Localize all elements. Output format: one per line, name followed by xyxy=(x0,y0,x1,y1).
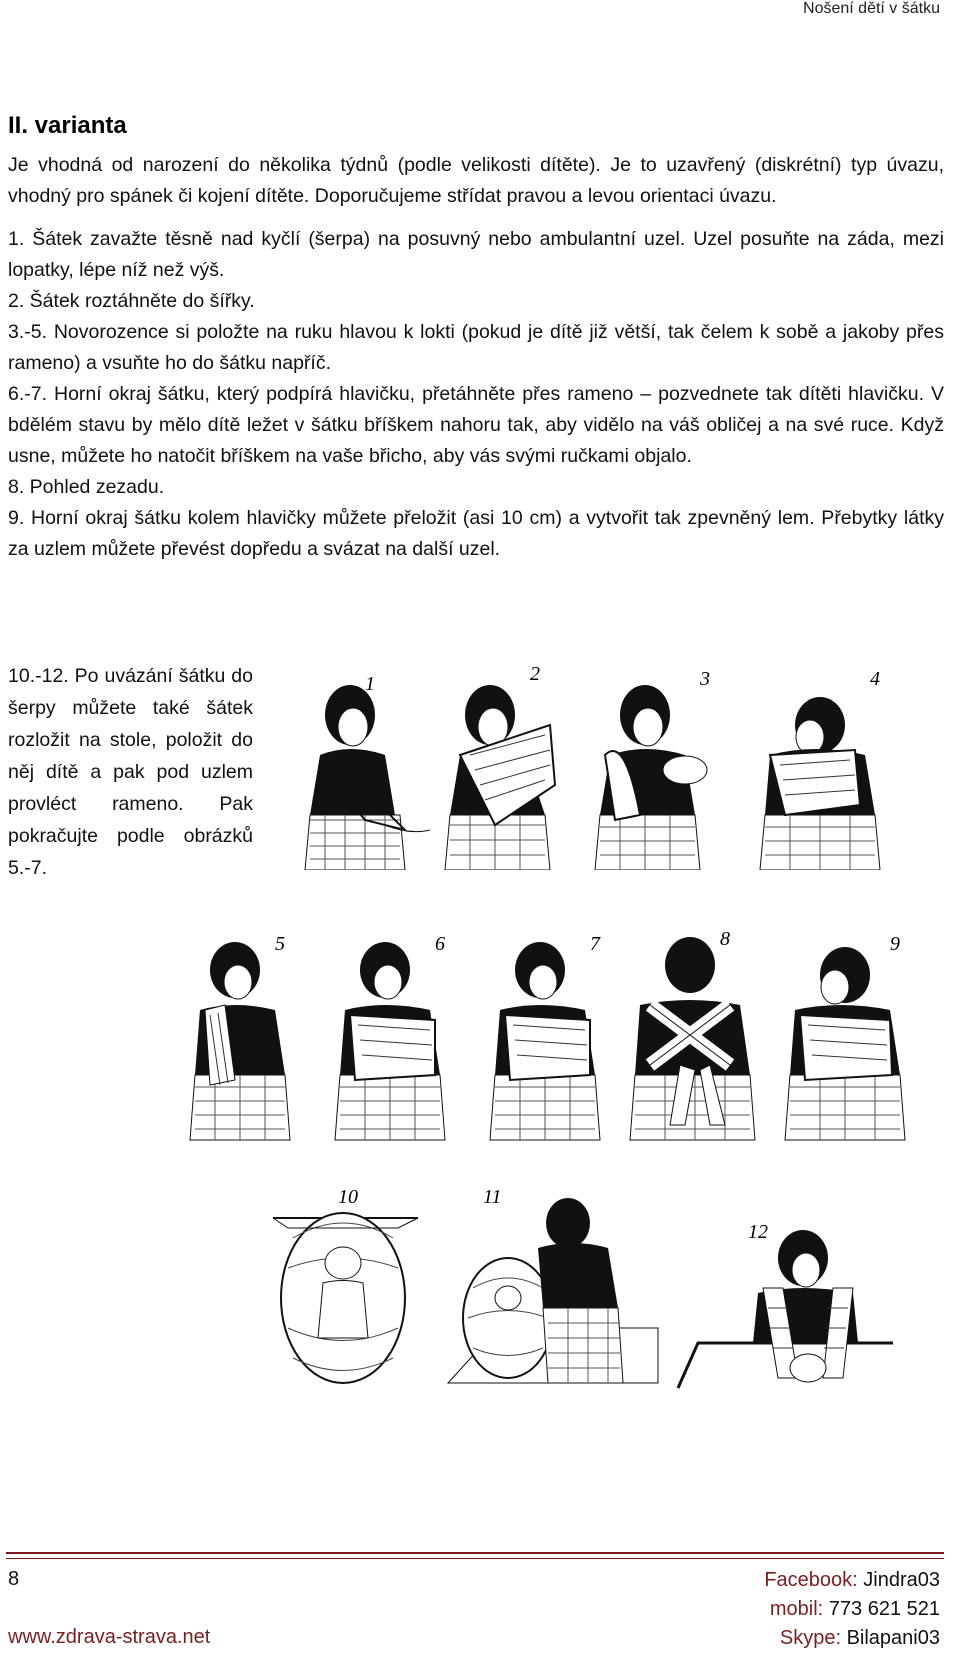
website-link[interactable]: www.zdrava-strava.net xyxy=(8,1626,211,1648)
page-number: 8 xyxy=(8,1568,20,1590)
figure-4 xyxy=(760,697,880,870)
mobil-label: mobil: xyxy=(769,1598,824,1620)
figure-10-number: 10 xyxy=(338,1186,358,1208)
figure-6 xyxy=(335,942,445,1140)
figure-5 xyxy=(190,942,290,1140)
figure-10 xyxy=(273,1213,418,1383)
skype-value: Bilapani03 xyxy=(846,1627,940,1649)
figure-11-number: 11 xyxy=(483,1186,502,1208)
facebook-label: Facebook: xyxy=(764,1569,858,1591)
step-9: 9. Horní okraj šátku kolem hlavičky můžete přeložit (asi 10 cm) a vytvořit tak zpevněný lem. Přebytky látky za uzlem můžete převést dopředu a svázat na další uzel. xyxy=(8,507,944,560)
skype-line xyxy=(764,1624,940,1653)
figure-1-number: 1 xyxy=(365,673,375,695)
figure-1 xyxy=(305,685,430,870)
figure-6-number: 6 xyxy=(435,933,445,955)
figure-11 xyxy=(448,1198,658,1383)
intro-paragraph: Je vhodná od narození do několika týdnů (podle velikosti dítěte). Je to uzavřený (diskrétní) typ úvazu, vhodný pro spánek či kojení dítěte. Doporučujeme střídat pravou a levou orientaci úvazu. xyxy=(8,154,944,207)
illustration-row-1 xyxy=(295,655,895,870)
illustration-row-3 xyxy=(268,1178,908,1393)
footer-divider xyxy=(6,1552,944,1559)
figure-9-number: 9 xyxy=(890,933,900,955)
contact-block xyxy=(764,1566,940,1653)
figure-7 xyxy=(490,942,600,1140)
figure-4-number: 4 xyxy=(870,668,880,690)
figure-2 xyxy=(445,685,555,870)
figure-8 xyxy=(630,937,755,1140)
step-8: 8. Pohled zezadu. xyxy=(8,476,165,498)
step-2: 2. Šátek roztáhněte do šířky. xyxy=(8,290,255,312)
facebook-line xyxy=(764,1566,940,1595)
figure-8-number: 8 xyxy=(720,928,730,950)
article xyxy=(8,112,944,565)
skype-label: Skype: xyxy=(779,1627,842,1649)
running-header: Nošení dětí v šátku xyxy=(803,0,940,17)
figure-9 xyxy=(785,947,905,1140)
facebook-value: Jindra03 xyxy=(863,1569,940,1591)
figure-12 xyxy=(678,1230,893,1388)
figure-2-number: 2 xyxy=(530,663,540,685)
steps-list xyxy=(8,224,944,565)
step-1: 1. Šátek zavažte těsně nad kyčlí (šerpa) na posuvný nebo ambulantní uzel. Uzel posuňte na záda, mezi lopatky, lépe níž než výš. xyxy=(8,228,944,281)
section-title: II. varianta xyxy=(8,112,127,139)
figure-3 xyxy=(595,685,707,870)
figure-7-number: 7 xyxy=(590,933,600,955)
figure-12-number: 12 xyxy=(748,1221,768,1243)
illustration-row-2 xyxy=(180,925,910,1150)
step-6-7: 6.-7. Horní okraj šátku, který podpírá hlavičku, přetáhněte přes rameno – pozvednete tak dítěti hlavičku. V bdělém stavu by mělo dítě ležet v šátku bříškem nahoru tak, aby vidělo na váš obličej a na své ruce. Když usne, můžete ho natočit bříškem na vaše břicho, aby vás svými ručkami objalo. xyxy=(8,383,944,467)
figure-5-number: 5 xyxy=(275,933,285,955)
step-10-12: 10.-12. Po uvázání šátku do šerpy můžete také šátek rozložit na stole, položit do něj dítě a pak pod uzlem provléct rameno. Pak pokračujte podle obrázků 5.-7. xyxy=(8,665,253,879)
step-3-5: 3.-5. Novorozence si položte na ruku hlavou k lokti (pokud je dítě již větší, tak čelem k sobě a jakoby přes rameno) a vsuňte ho do šátku napříč. xyxy=(8,321,944,374)
figure-3-number: 3 xyxy=(700,668,710,690)
mobil-line xyxy=(764,1595,940,1624)
mobil-value: 773 621 521 xyxy=(828,1598,940,1620)
